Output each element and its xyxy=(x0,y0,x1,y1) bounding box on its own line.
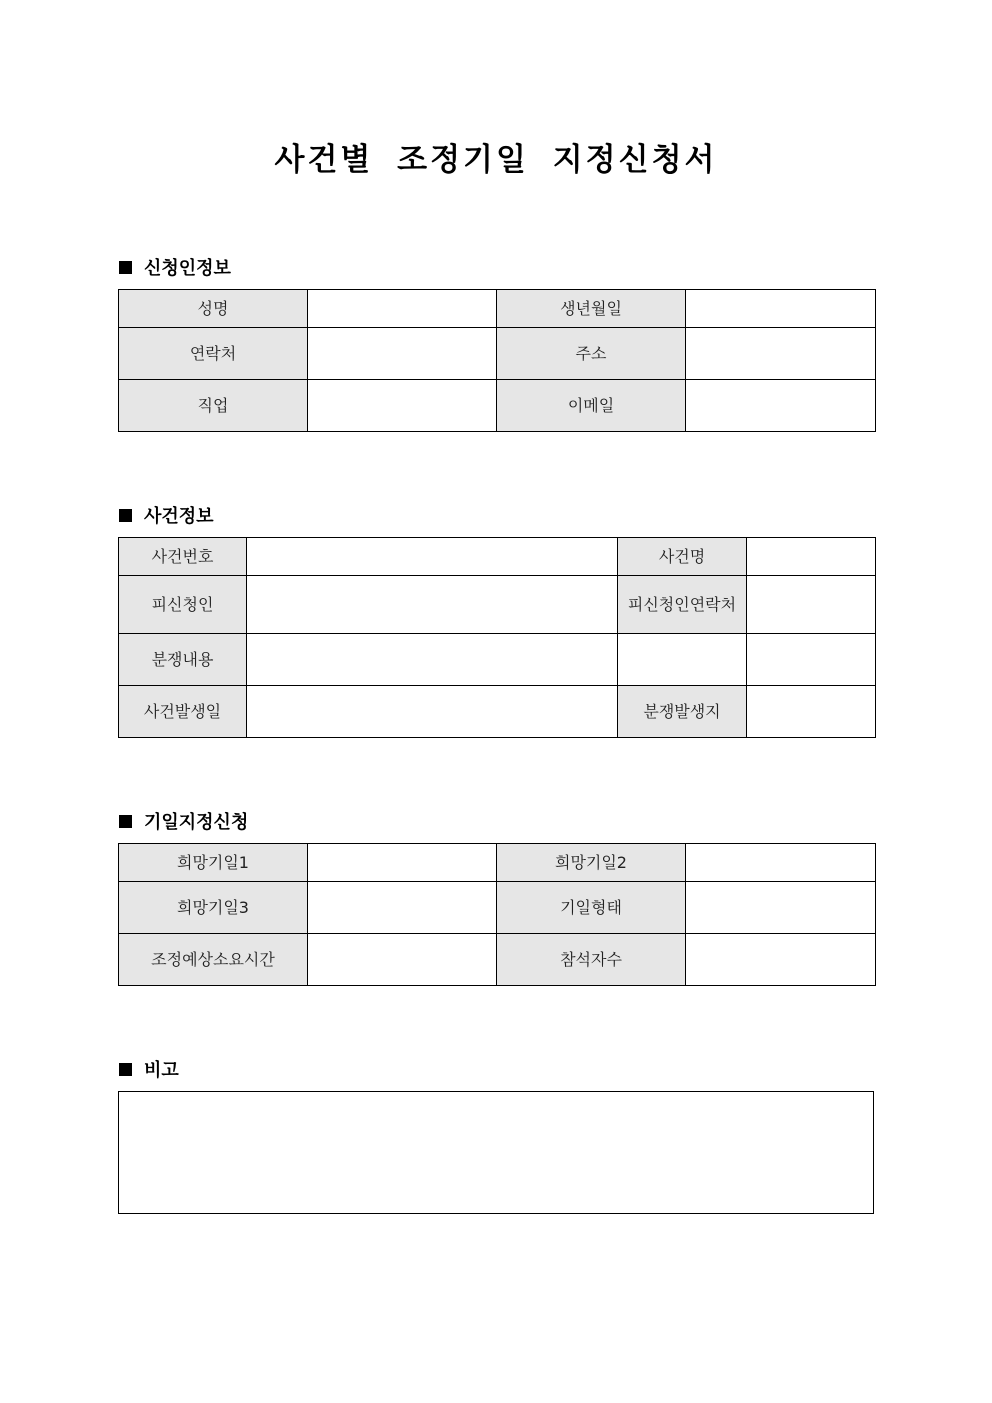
case-number-field[interactable] xyxy=(247,538,618,576)
table-row xyxy=(119,576,876,634)
label-session-type: 기일형태 xyxy=(497,882,686,934)
respondent-field[interactable] xyxy=(247,576,618,634)
blank-value-field[interactable] xyxy=(747,634,876,686)
applicant-info-table xyxy=(118,289,876,432)
label-birthdate: 생년월일 xyxy=(497,290,686,328)
label-address: 주소 xyxy=(497,328,686,380)
section-heading-case xyxy=(119,502,214,528)
label-respondent: 피신청인 xyxy=(119,576,247,634)
contact-field[interactable] xyxy=(308,328,497,380)
label-dispute-location: 분쟁발생지 xyxy=(618,686,747,738)
square-bullet-icon xyxy=(119,815,132,828)
label-email: 이메일 xyxy=(497,380,686,432)
section-title: 사건정보 xyxy=(144,506,214,527)
label-preferred-date-1: 희망기일1 xyxy=(119,844,308,882)
label-dispute-content: 분쟁내용 xyxy=(119,634,247,686)
expected-duration-field[interactable] xyxy=(308,934,497,986)
table-row xyxy=(119,934,876,986)
label-contact: 연락처 xyxy=(119,328,308,380)
preferred-date-1-field[interactable] xyxy=(308,844,497,882)
table-row xyxy=(119,882,876,934)
remarks-field[interactable] xyxy=(118,1091,874,1214)
square-bullet-icon xyxy=(119,1063,132,1076)
label-occupation: 직업 xyxy=(119,380,308,432)
label-expected-duration: 조정예상소요시간 xyxy=(119,934,308,986)
square-bullet-icon xyxy=(119,509,132,522)
dispute-location-field[interactable] xyxy=(747,686,876,738)
label-respondent-contact: 피신청인연락처 xyxy=(618,576,747,634)
table-row xyxy=(119,290,876,328)
case-name-field[interactable] xyxy=(747,538,876,576)
section-title: 신청인정보 xyxy=(144,258,231,279)
table-row xyxy=(119,844,876,882)
section-heading-applicant xyxy=(119,254,231,280)
section-title: 기일지정신청 xyxy=(144,812,249,833)
label-incident-date: 사건발생일 xyxy=(119,686,247,738)
birthdate-field[interactable] xyxy=(686,290,876,328)
section-heading-date-request xyxy=(119,808,248,834)
occupation-field[interactable] xyxy=(308,380,497,432)
square-bullet-icon xyxy=(119,261,132,274)
table-row xyxy=(119,380,876,432)
label-preferred-date-3: 희망기일3 xyxy=(119,882,308,934)
section-title: 비고 xyxy=(144,1060,179,1081)
incident-date-field[interactable] xyxy=(247,686,618,738)
label-preferred-date-2: 희망기일2 xyxy=(497,844,686,882)
label-attendee-count: 참석자수 xyxy=(497,934,686,986)
table-row xyxy=(119,686,876,738)
preferred-date-2-field[interactable] xyxy=(686,844,876,882)
attendee-count-field[interactable] xyxy=(686,934,876,986)
document-title: 사건별 조정기일 지정신청서 xyxy=(274,142,718,178)
table-row xyxy=(119,634,876,686)
label-name: 성명 xyxy=(119,290,308,328)
preferred-date-3-field[interactable] xyxy=(308,882,497,934)
session-type-field[interactable] xyxy=(686,882,876,934)
dispute-content-field[interactable] xyxy=(247,634,618,686)
blank-cell xyxy=(618,634,747,686)
label-case-number: 사건번호 xyxy=(119,538,247,576)
respondent-contact-field[interactable] xyxy=(747,576,876,634)
section-heading-remarks xyxy=(119,1056,179,1082)
date-request-table xyxy=(118,843,876,986)
name-field[interactable] xyxy=(308,290,497,328)
table-row xyxy=(119,328,876,380)
email-field[interactable] xyxy=(686,380,876,432)
case-info-table xyxy=(118,537,876,738)
address-field[interactable] xyxy=(686,328,876,380)
table-row xyxy=(119,538,876,576)
label-case-name: 사건명 xyxy=(618,538,747,576)
